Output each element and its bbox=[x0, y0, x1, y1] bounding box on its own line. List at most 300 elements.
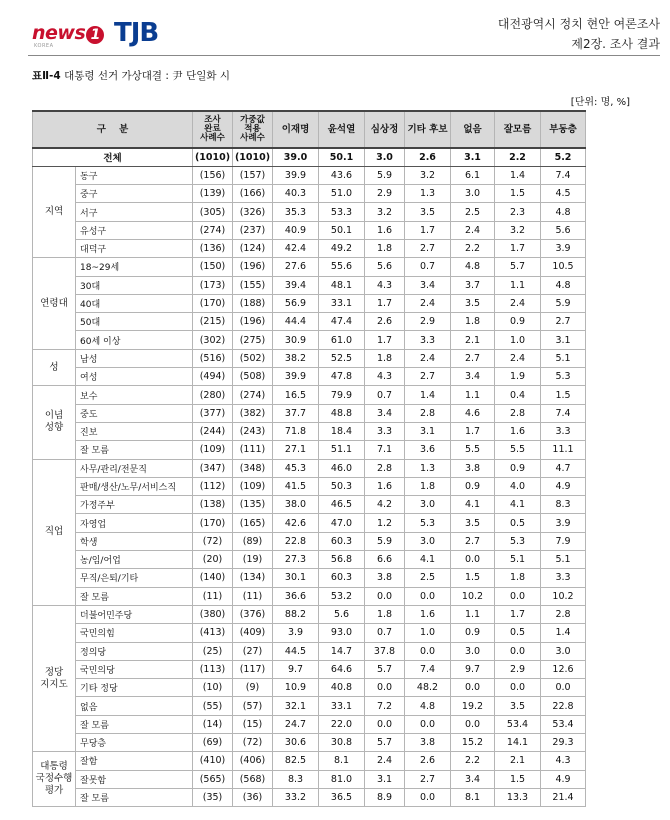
table-cell: 33.1 bbox=[319, 697, 365, 715]
table-cell: (215) bbox=[193, 313, 233, 331]
table-cell: 4.0 bbox=[495, 477, 541, 495]
table-cell: 1.1 bbox=[451, 605, 495, 623]
table-cell: (347) bbox=[193, 459, 233, 477]
table-cell: 0.9 bbox=[451, 624, 495, 642]
table-cell: 5.3 bbox=[495, 532, 541, 550]
table-cell: 2.3 bbox=[495, 203, 541, 221]
header-weighted-count: 가중값 적용 사례수 bbox=[233, 111, 273, 148]
table-cell: 0.7 bbox=[365, 624, 405, 642]
table-cell: 1.8 bbox=[451, 313, 495, 331]
table-row bbox=[33, 331, 586, 349]
table-cell: 12.6 bbox=[541, 660, 586, 678]
row-group-label: 지역 bbox=[33, 166, 76, 257]
table-cell: 1.3 bbox=[405, 185, 451, 203]
table-cell: 1.6 bbox=[365, 477, 405, 495]
table-cell: (72) bbox=[233, 734, 273, 752]
table-cell: (508) bbox=[233, 368, 273, 386]
table-cell: 0.0 bbox=[495, 587, 541, 605]
table-cell: 4.1 bbox=[495, 496, 541, 514]
table-row bbox=[33, 715, 586, 733]
row-label: 중도 bbox=[76, 404, 193, 422]
row-label: 유성구 bbox=[76, 221, 193, 239]
table-cell: (136) bbox=[193, 239, 233, 257]
table-cell: 24.7 bbox=[273, 715, 319, 733]
table-cell: 22.8 bbox=[541, 697, 586, 715]
table-cell: 2.7 bbox=[405, 239, 451, 257]
row-label: 무당층 bbox=[76, 734, 193, 752]
header-c5: 없음 bbox=[451, 111, 495, 148]
table-cell: 93.0 bbox=[319, 624, 365, 642]
table-cell: 53.2 bbox=[319, 587, 365, 605]
table-cell: 50.1 bbox=[319, 221, 365, 239]
table-cell: 3.6 bbox=[405, 441, 451, 459]
table-cell: 2.7 bbox=[451, 532, 495, 550]
table-cell: (89) bbox=[233, 532, 273, 550]
table-cell: 56.8 bbox=[319, 551, 365, 569]
table-cell: 30.8 bbox=[319, 734, 365, 752]
table-cell: 4.3 bbox=[541, 752, 586, 770]
table-cell: 0.0 bbox=[495, 679, 541, 697]
row-group-label: 직업 bbox=[33, 459, 76, 605]
row-label: 18~29세 bbox=[76, 258, 193, 276]
table-cell: 4.9 bbox=[541, 770, 586, 788]
table-cell: 60.3 bbox=[319, 532, 365, 550]
table-cell: 4.1 bbox=[451, 496, 495, 514]
table-cell: 0.0 bbox=[365, 715, 405, 733]
table-row bbox=[33, 349, 586, 367]
table-cell: 14.1 bbox=[495, 734, 541, 752]
table-row bbox=[33, 477, 586, 495]
table-cell: 7.4 bbox=[541, 404, 586, 422]
table-cell: 10.2 bbox=[451, 587, 495, 605]
table-cell: 1.6 bbox=[495, 422, 541, 440]
table-cell: (410) bbox=[193, 752, 233, 770]
table-cell: (243) bbox=[233, 422, 273, 440]
table-cell: (170) bbox=[193, 514, 233, 532]
table-cell: 1.1 bbox=[451, 386, 495, 404]
table-cell: (156) bbox=[193, 166, 233, 184]
table-cell: 5.7 bbox=[365, 660, 405, 678]
table-cell: (72) bbox=[193, 532, 233, 550]
table-cell: 2.9 bbox=[365, 185, 405, 203]
table-cell: 3.4 bbox=[405, 276, 451, 294]
table-cell: 27.3 bbox=[273, 551, 319, 569]
table-cell: 0.0 bbox=[451, 679, 495, 697]
table-cell: (14) bbox=[193, 715, 233, 733]
table-cell: 47.4 bbox=[319, 313, 365, 331]
table-cell: 0.9 bbox=[451, 477, 495, 495]
row-label: 40대 bbox=[76, 294, 193, 312]
table-row bbox=[33, 514, 586, 532]
table-cell: 2.4 bbox=[495, 349, 541, 367]
row-label: 잘 모름 bbox=[76, 587, 193, 605]
table-cell: 15.2 bbox=[451, 734, 495, 752]
table-cell: 1.6 bbox=[405, 605, 451, 623]
table-cell: 5.9 bbox=[541, 294, 586, 312]
total-cell: 5.2 bbox=[541, 148, 586, 166]
table-cell: 46.0 bbox=[319, 459, 365, 477]
table-cell: (568) bbox=[233, 770, 273, 788]
table-cell: 1.5 bbox=[541, 386, 586, 404]
row-label: 국민의당 bbox=[76, 660, 193, 678]
table-cell: 3.9 bbox=[541, 239, 586, 257]
table-cell: 7.2 bbox=[365, 697, 405, 715]
table-cell: 7.4 bbox=[541, 166, 586, 184]
table-cell: 7.4 bbox=[405, 660, 451, 678]
table-cell: (565) bbox=[193, 770, 233, 788]
table-cell: 2.5 bbox=[451, 203, 495, 221]
table-cell: 1.6 bbox=[365, 221, 405, 239]
table-cell: 6.6 bbox=[365, 551, 405, 569]
table-row bbox=[33, 624, 586, 642]
table-cell: (139) bbox=[193, 185, 233, 203]
table-cell: 5.9 bbox=[365, 532, 405, 550]
table-cell: 2.8 bbox=[495, 404, 541, 422]
table-row bbox=[33, 569, 586, 587]
table-row bbox=[33, 441, 586, 459]
table-row bbox=[33, 532, 586, 550]
table-cell: 71.8 bbox=[273, 422, 319, 440]
table-header-row bbox=[33, 111, 586, 148]
table-cell: 1.7 bbox=[365, 331, 405, 349]
table-cell: (188) bbox=[233, 294, 273, 312]
table-cell: 1.8 bbox=[405, 477, 451, 495]
table-cell: (326) bbox=[233, 203, 273, 221]
table-cell: (124) bbox=[233, 239, 273, 257]
table-cell: 5.7 bbox=[365, 734, 405, 752]
table-cell: 38.0 bbox=[273, 496, 319, 514]
table-cell: 56.9 bbox=[273, 294, 319, 312]
row-label: 농/임/어업 bbox=[76, 551, 193, 569]
table-cell: (27) bbox=[233, 642, 273, 660]
table-cell: 4.3 bbox=[365, 368, 405, 386]
table-cell: 30.9 bbox=[273, 331, 319, 349]
table-cell: 39.4 bbox=[273, 276, 319, 294]
table-cell: 39.9 bbox=[273, 368, 319, 386]
row-label: 없음 bbox=[76, 697, 193, 715]
table-cell: (196) bbox=[233, 313, 273, 331]
table-cell: 3.8 bbox=[405, 734, 451, 752]
chapter-title: 제2장. 조사 결과 bbox=[571, 37, 660, 51]
table-cell: 40.9 bbox=[273, 221, 319, 239]
table-cell: 10.9 bbox=[273, 679, 319, 697]
table-cell: 5.3 bbox=[541, 368, 586, 386]
table-cell: (274) bbox=[233, 386, 273, 404]
table-cell: (380) bbox=[193, 605, 233, 623]
table-cell: 37.7 bbox=[273, 404, 319, 422]
table-cell: 1.4 bbox=[541, 624, 586, 642]
table-cell: 3.7 bbox=[451, 276, 495, 294]
table-cell: 45.3 bbox=[273, 459, 319, 477]
table-cell: 1.8 bbox=[365, 605, 405, 623]
table-cell: 8.3 bbox=[273, 770, 319, 788]
table-cell: (57) bbox=[233, 697, 273, 715]
row-label: 더불어민주당 bbox=[76, 605, 193, 623]
table-cell: 4.8 bbox=[541, 203, 586, 221]
table-cell: 1.0 bbox=[495, 331, 541, 349]
table-row bbox=[33, 276, 586, 294]
table-cell: 4.8 bbox=[541, 276, 586, 294]
table-cell: 3.0 bbox=[541, 642, 586, 660]
table-cell: 47.8 bbox=[319, 368, 365, 386]
table-cell: 4.3 bbox=[365, 276, 405, 294]
table-cell: (19) bbox=[233, 551, 273, 569]
row-label: 국민의힘 bbox=[76, 624, 193, 642]
total-cell: (1010) bbox=[193, 148, 233, 166]
row-label: 보수 bbox=[76, 386, 193, 404]
table-cell: 0.0 bbox=[405, 642, 451, 660]
table-cell: (11) bbox=[193, 587, 233, 605]
table-cell: 8.1 bbox=[319, 752, 365, 770]
table-cell: 9.7 bbox=[451, 660, 495, 678]
table-row bbox=[33, 368, 586, 386]
table-cell: 0.9 bbox=[495, 459, 541, 477]
table-row bbox=[33, 203, 586, 221]
table-cell: 27.1 bbox=[273, 441, 319, 459]
table-cell: 33.2 bbox=[273, 788, 319, 806]
row-label: 학생 bbox=[76, 532, 193, 550]
table-cell: 53.3 bbox=[319, 203, 365, 221]
table-cell: (155) bbox=[233, 276, 273, 294]
table-cell: 0.0 bbox=[405, 715, 451, 733]
table-cell: (111) bbox=[233, 441, 273, 459]
table-cell: 47.0 bbox=[319, 514, 365, 532]
table-cell: 48.2 bbox=[405, 679, 451, 697]
table-cell: 53.4 bbox=[541, 715, 586, 733]
table-cell: 2.5 bbox=[405, 569, 451, 587]
table-cell: 5.1 bbox=[541, 551, 586, 569]
table-cell: 29.3 bbox=[541, 734, 586, 752]
table-cell: 3.0 bbox=[405, 532, 451, 550]
row-label: 무직/은퇴/기타 bbox=[76, 569, 193, 587]
table-cell: (20) bbox=[193, 551, 233, 569]
table-cell: (305) bbox=[193, 203, 233, 221]
table-cell: 18.4 bbox=[319, 422, 365, 440]
table-cell: 49.2 bbox=[319, 239, 365, 257]
row-group-label: 대통령 국정수행 평가 bbox=[33, 752, 76, 807]
table-cell: (377) bbox=[193, 404, 233, 422]
table-cell: 4.6 bbox=[451, 404, 495, 422]
table-row bbox=[33, 605, 586, 623]
table-cell: 2.4 bbox=[365, 752, 405, 770]
table-cell: (55) bbox=[193, 697, 233, 715]
row-group-label: 정당 지지도 bbox=[33, 605, 76, 751]
table-cell: 3.3 bbox=[541, 422, 586, 440]
table-cell: 3.4 bbox=[451, 770, 495, 788]
table-row bbox=[33, 770, 586, 788]
table-cell: 14.7 bbox=[319, 642, 365, 660]
table-cell: 2.6 bbox=[365, 313, 405, 331]
table-cell: (109) bbox=[233, 477, 273, 495]
table-cell: 3.4 bbox=[451, 368, 495, 386]
table-row bbox=[33, 404, 586, 422]
table-cell: 3.9 bbox=[273, 624, 319, 642]
table-cell: 43.6 bbox=[319, 166, 365, 184]
table-cell: 42.6 bbox=[273, 514, 319, 532]
table-cell: 2.9 bbox=[405, 313, 451, 331]
table-cell: (348) bbox=[233, 459, 273, 477]
table-cell: 3.1 bbox=[541, 331, 586, 349]
table-cell: (11) bbox=[233, 587, 273, 605]
table-cell: 21.4 bbox=[541, 788, 586, 806]
table-cell: (117) bbox=[233, 660, 273, 678]
table-row bbox=[33, 642, 586, 660]
table-cell: (35) bbox=[193, 788, 233, 806]
table-cell: 2.7 bbox=[451, 349, 495, 367]
table-cell: 3.8 bbox=[365, 569, 405, 587]
total-cell: (1010) bbox=[233, 148, 273, 166]
table-row bbox=[33, 258, 586, 276]
table-cell: (196) bbox=[233, 258, 273, 276]
table-cell: 5.5 bbox=[495, 441, 541, 459]
table-cell: 30.1 bbox=[273, 569, 319, 587]
header-c3: 심상정 bbox=[365, 111, 405, 148]
table-cell: (244) bbox=[193, 422, 233, 440]
table-cell: 2.7 bbox=[405, 368, 451, 386]
table-row bbox=[33, 788, 586, 806]
table-cell: 10.2 bbox=[541, 587, 586, 605]
table-cell: 1.7 bbox=[495, 239, 541, 257]
total-label: 전체 bbox=[33, 148, 193, 166]
table-cell: 48.8 bbox=[319, 404, 365, 422]
report-title: 대전광역시 정치 현안 여론조사 bbox=[497, 17, 660, 31]
table-cell: 3.5 bbox=[451, 294, 495, 312]
table-row bbox=[33, 752, 586, 770]
table-row bbox=[33, 459, 586, 477]
table-cell: 8.3 bbox=[541, 496, 586, 514]
table-cell: 50.3 bbox=[319, 477, 365, 495]
table-cell: 39.9 bbox=[273, 166, 319, 184]
table-row bbox=[33, 660, 586, 678]
header-category: 구 분 bbox=[33, 111, 193, 148]
table-cell: 36.5 bbox=[319, 788, 365, 806]
table-row bbox=[33, 313, 586, 331]
table-cell: 1.5 bbox=[495, 185, 541, 203]
table-cell: 2.8 bbox=[365, 459, 405, 477]
tjb-logo: TJB bbox=[114, 18, 159, 48]
total-cell: 2.6 bbox=[405, 148, 451, 166]
table-cell: 0.0 bbox=[405, 788, 451, 806]
table-cell: (36) bbox=[233, 788, 273, 806]
table-cell: (502) bbox=[233, 349, 273, 367]
table-cell: 0.0 bbox=[365, 587, 405, 605]
row-label: 대덕구 bbox=[76, 239, 193, 257]
table-cell: (25) bbox=[193, 642, 233, 660]
header-c7: 부동층 bbox=[541, 111, 586, 148]
table-cell: 16.5 bbox=[273, 386, 319, 404]
table-cell: 1.8 bbox=[365, 349, 405, 367]
table-cell: 44.4 bbox=[273, 313, 319, 331]
table-row bbox=[33, 386, 586, 404]
table-cell: 10.5 bbox=[541, 258, 586, 276]
poll-results-table bbox=[32, 110, 586, 807]
table-cell: (274) bbox=[193, 221, 233, 239]
table-row bbox=[33, 679, 586, 697]
table-cell: 1.7 bbox=[365, 294, 405, 312]
table-cell: 3.3 bbox=[365, 422, 405, 440]
table-caption bbox=[32, 68, 230, 83]
table-cell: (516) bbox=[193, 349, 233, 367]
table-cell: 42.4 bbox=[273, 239, 319, 257]
table-cell: 2.4 bbox=[495, 294, 541, 312]
table-number: 표Ⅱ-4 bbox=[32, 70, 61, 82]
row-group-label: 이념 성향 bbox=[33, 386, 76, 459]
table-cell: 0.5 bbox=[495, 624, 541, 642]
table-cell: (170) bbox=[193, 294, 233, 312]
table-cell: 4.9 bbox=[541, 477, 586, 495]
table-row bbox=[33, 734, 586, 752]
table-cell: (165) bbox=[233, 514, 273, 532]
news1-logo-korea: KOREA bbox=[34, 43, 54, 49]
table-caption-text: 대통령 선거 가상대결 : 尹 단일화 시 bbox=[64, 70, 231, 82]
table-cell: 2.7 bbox=[541, 313, 586, 331]
table-cell: (494) bbox=[193, 368, 233, 386]
table-cell: 22.8 bbox=[273, 532, 319, 550]
table-cell: 27.6 bbox=[273, 258, 319, 276]
table-cell: (109) bbox=[193, 441, 233, 459]
table-cell: 5.6 bbox=[541, 221, 586, 239]
table-cell: 35.3 bbox=[273, 203, 319, 221]
total-cell: 50.1 bbox=[319, 148, 365, 166]
table-row bbox=[33, 551, 586, 569]
table-row bbox=[33, 185, 586, 203]
row-label: 중구 bbox=[76, 185, 193, 203]
table-cell: 36.6 bbox=[273, 587, 319, 605]
row-label: 판매/생산/노무/서비스직 bbox=[76, 477, 193, 495]
table-cell: 3.2 bbox=[365, 203, 405, 221]
table-cell: 60.3 bbox=[319, 569, 365, 587]
row-label: 서구 bbox=[76, 203, 193, 221]
table-cell: 3.9 bbox=[541, 514, 586, 532]
row-label: 자영업 bbox=[76, 514, 193, 532]
row-label: 잘함 bbox=[76, 752, 193, 770]
table-cell: (138) bbox=[193, 496, 233, 514]
table-cell: 82.5 bbox=[273, 752, 319, 770]
table-cell: 51.1 bbox=[319, 441, 365, 459]
row-group-label: 연령대 bbox=[33, 258, 76, 349]
table-cell: 0.9 bbox=[495, 313, 541, 331]
table-row bbox=[33, 221, 586, 239]
table-cell: 61.0 bbox=[319, 331, 365, 349]
table-cell: (382) bbox=[233, 404, 273, 422]
table-cell: 5.7 bbox=[495, 258, 541, 276]
table-cell: (134) bbox=[233, 569, 273, 587]
header-c4: 기타 후보 bbox=[405, 111, 451, 148]
total-cell: 3.1 bbox=[451, 148, 495, 166]
table-cell: 3.4 bbox=[365, 404, 405, 422]
table-cell: (166) bbox=[233, 185, 273, 203]
table-cell: 2.8 bbox=[541, 605, 586, 623]
table-cell: (15) bbox=[233, 715, 273, 733]
table-cell: 8.1 bbox=[451, 788, 495, 806]
header-c6: 잘모름 bbox=[495, 111, 541, 148]
table-cell: 4.1 bbox=[405, 551, 451, 569]
table-cell: 38.2 bbox=[273, 349, 319, 367]
table-cell: (157) bbox=[233, 166, 273, 184]
table-body bbox=[33, 148, 586, 807]
table-cell: 5.3 bbox=[405, 514, 451, 532]
table-cell: 53.4 bbox=[495, 715, 541, 733]
table-cell: 40.8 bbox=[319, 679, 365, 697]
table-row bbox=[33, 294, 586, 312]
table-cell: (376) bbox=[233, 605, 273, 623]
table-cell: 4.8 bbox=[405, 697, 451, 715]
table-cell: 3.1 bbox=[365, 770, 405, 788]
table-row bbox=[33, 697, 586, 715]
table-cell: (135) bbox=[233, 496, 273, 514]
table-cell: 0.0 bbox=[495, 642, 541, 660]
table-cell: 5.5 bbox=[451, 441, 495, 459]
